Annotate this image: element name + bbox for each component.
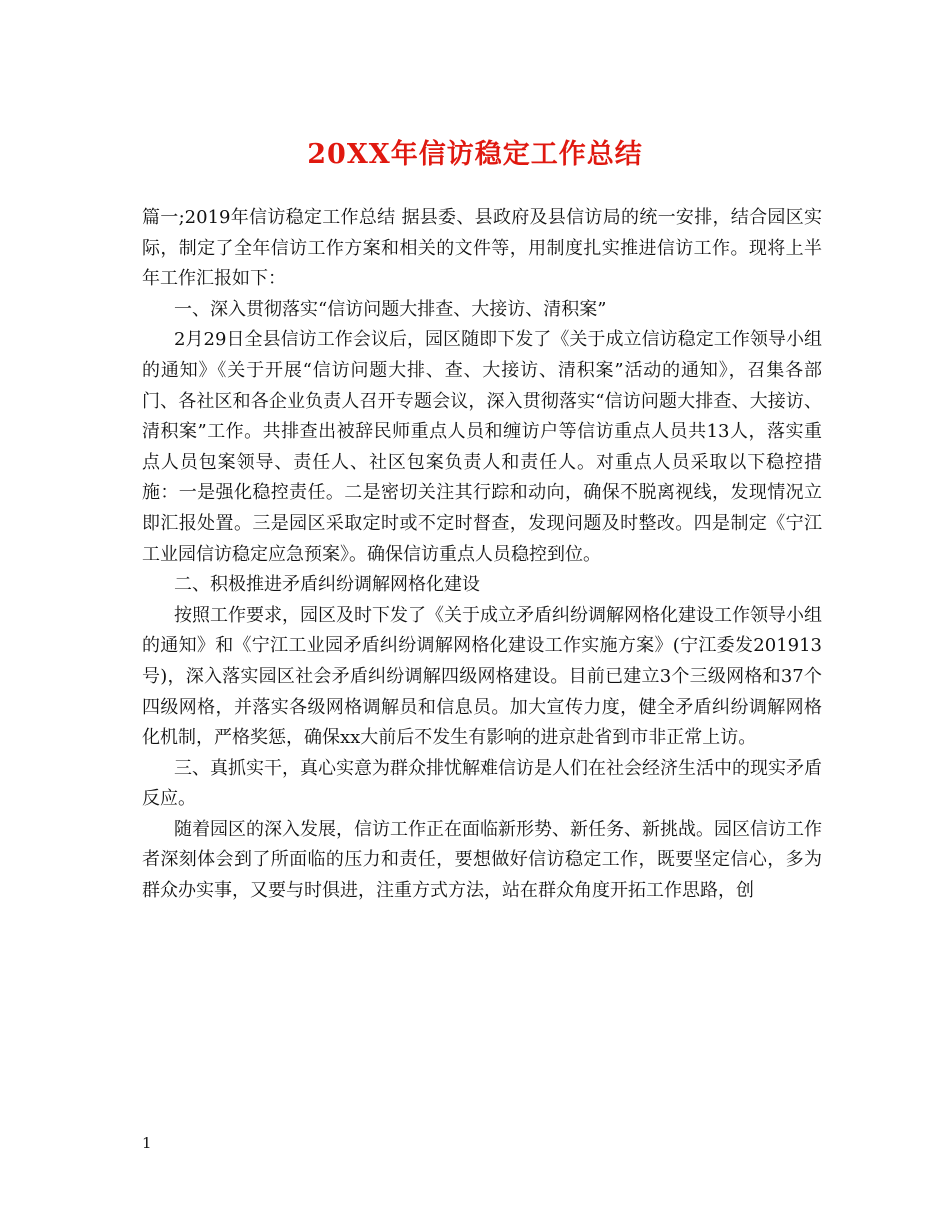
- heading-section-2: 二、积极推进矛盾纠纷调解网格化建设: [174, 574, 480, 596]
- paragraph-section-3: 随着园区的深入发展，信访工作正在面临新形势、新任务、新挑战。园区信访工作者深刻体会到了所面临的压力和责任，要想做好信访稳定工作，既要坚定信心，多为群众办实事，又要与时俱进，注重方式方法，站在群众角度开拓工作思路，创: [142, 818, 822, 902]
- heading-section-3: 三、真抓实干，真心实意为群众排忧解难信访是人们在社会经济生活中的现实矛盾反应。: [142, 757, 822, 810]
- heading-section-1: 一、深入贯彻落实“信访问题大排查、大接访、清积案”: [174, 298, 607, 320]
- paragraph-intro: 篇一;2019年信访稳定工作总结 据县委、县政府及县信访局的统一安排，结合园区实际，制定了全年信访工作方案和相关的文件等，用制度扎实推进信访工作。现将上半年工作汇报如下：: [142, 207, 822, 290]
- document-title: 20XX年信访稳定工作总结: [307, 139, 643, 170]
- document-body: [142, 203, 822, 907]
- page-number: 1: [142, 1134, 152, 1152]
- paragraph-section-1: 2月29日全县信访工作会议后，园区随即下发了《关于成立信访稳定工作领导小组的通知》《关于开展“信访问题大排、查、大接访、清积案”活动的通知》，召集各部门、各社区和各企业负责人召开专题会议，深入贯彻落实“信访问题大排查、大接访、清积案”工作。共排查出被辞民师重点人员和缠访户等信访重点人员共13人，落实重点人员包案领导、责任人、社区包案负责人和责任人。对重点人员采取以下稳控措施：一是强化稳控责任。二是密切关注其行踪和动向，确保不脱离视线，发现情况立即汇报处置。三是园区采取定时或不定时督查，发现问题及时整改。四是制定《宁江工业园信访稳定应急预案》。确保信访重点人员稳控到位。: [142, 329, 822, 565]
- paragraph-section-2: 按照工作要求，园区及时下发了《关于成立矛盾纠纷调解网格化建设工作领导小组的通知》和《宁江工业园矛盾纠纷调解网格化建设工作实施方案》(宁江委发201913号)，深入落实园区社会矛盾纠纷调解四级网格建设。目前已建立3个三级网格和37个四级网格，并落实各级网格调解员和信息员。加大宣传力度，健全矛盾纠纷调解网格化机制，严格奖惩，确保xx大前后不发生有影响的进京赴省到市非正常上访。: [142, 604, 822, 749]
